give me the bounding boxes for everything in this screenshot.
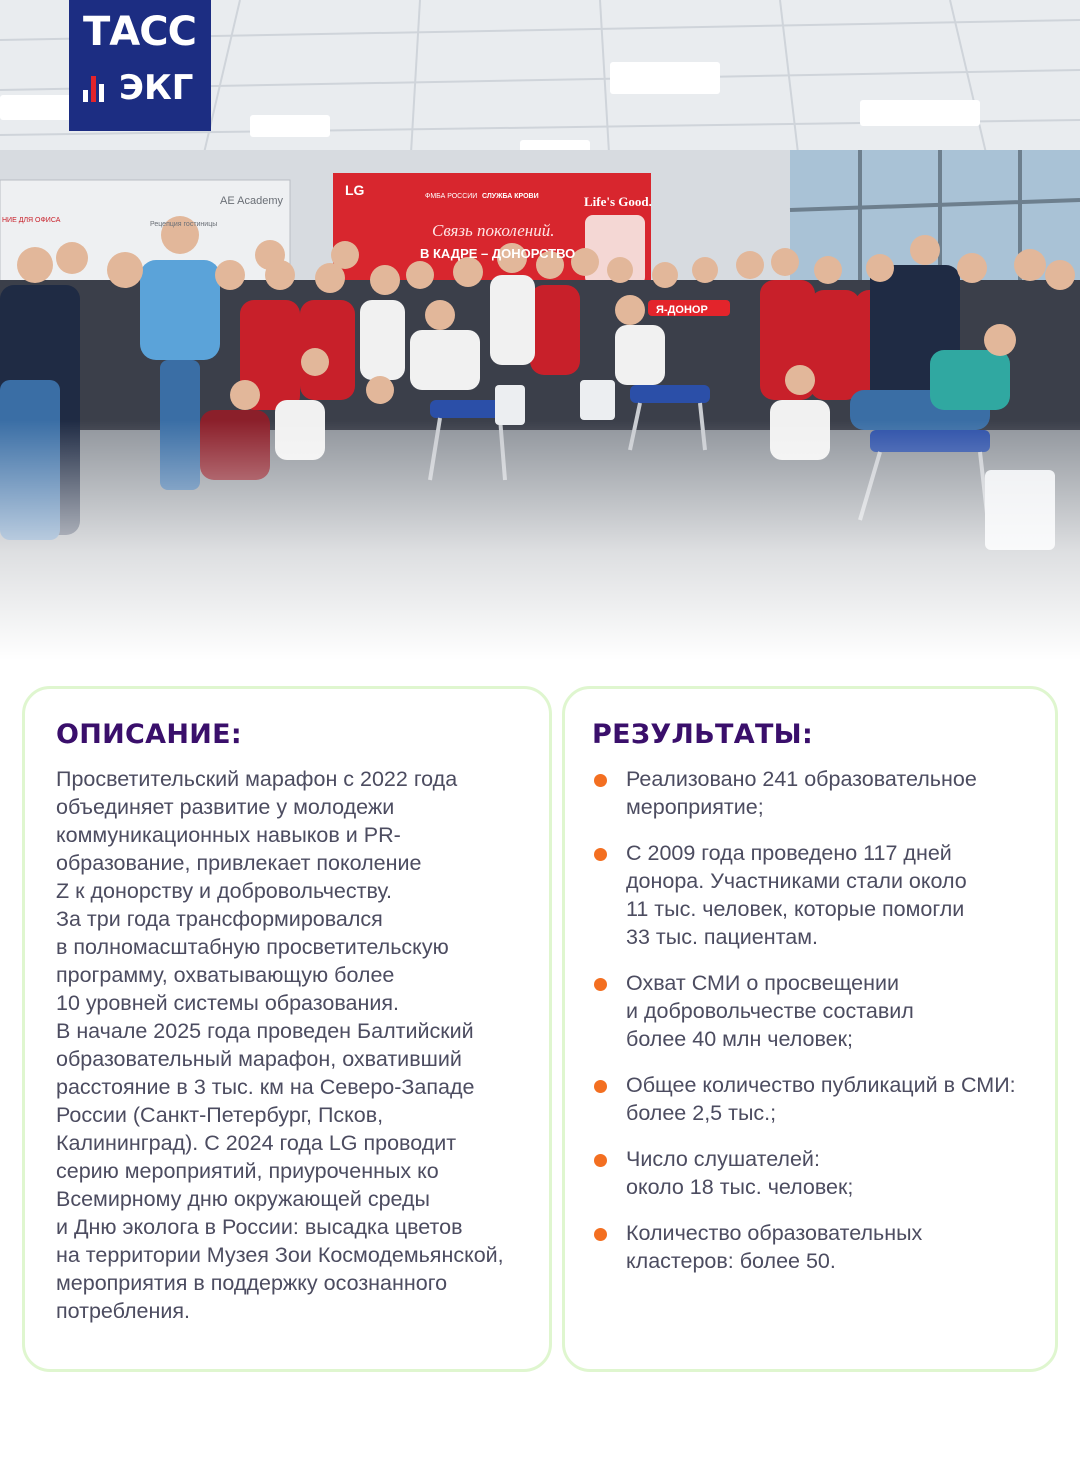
logo-ekg-text: ЭКГ — [119, 68, 194, 108]
results-item-line: 11 тыс. человек, которые помогли — [626, 897, 965, 921]
results-item-line: С 2009 года проведено 117 дней — [626, 841, 952, 865]
results-item-line: Охват СМИ о просвещении — [626, 971, 900, 995]
description-line: коммуникационных навыков и PR- — [56, 823, 401, 847]
description-line: 10 уровней системы образования. — [56, 991, 399, 1015]
banner-brand-left: LG — [345, 182, 365, 198]
results-item-line: более 40 млн человек; — [626, 1027, 853, 1051]
description-line: в полномасштабную просветительскую — [56, 935, 449, 959]
description-line: Z к донорству и добровольчеству. — [56, 879, 393, 903]
results-item-line: мероприятие; — [626, 795, 764, 819]
wall-sign-reception: Рецепция гостиницы — [150, 221, 218, 228]
logo-bars-icon — [83, 76, 113, 102]
scarf-text: Я-ДОНОР — [656, 304, 708, 316]
banner-org-1: ФМБА РОССИИ — [425, 193, 478, 200]
bullet-dot-icon — [594, 848, 607, 861]
bullet-dot-icon — [594, 978, 607, 991]
results-item-line: Реализовано 241 образовательное — [626, 767, 977, 791]
description-line: расстояние в 3 тыс. км на Северо-Западе — [56, 1075, 475, 1099]
description-line: образовательный марафон, охвативший — [56, 1047, 462, 1071]
description-line: мероприятия в поддержку осознанного — [56, 1271, 448, 1295]
wall-sign-academy: AE Academy — [220, 195, 283, 207]
banner-headline: В КАДРЕ – ДОНОРСТВО — [420, 246, 576, 261]
description-line: Калининград). С 2024 года LG проводит — [56, 1131, 457, 1155]
description-line: За три года трансформировался — [56, 907, 383, 931]
results-item-line: около 18 тыс. человек; — [626, 1175, 854, 1199]
bullet-dot-icon — [594, 1080, 607, 1093]
banner-brand-right: Life's Good. — [584, 194, 652, 209]
description-text — [56, 765, 546, 1325]
description-line: России (Санкт-Петербург, Псков, — [56, 1103, 384, 1127]
description-line: программу, охватывающую более — [56, 963, 395, 987]
description-line: образование, привлекает поколение — [56, 851, 422, 875]
description-title: ОПИСАНИЕ: — [56, 719, 242, 750]
banner-script-line: Связь поколений. — [432, 221, 555, 240]
results-item-line: кластеров: более 50. — [626, 1249, 836, 1273]
tass-ekg-logo — [69, 0, 211, 131]
results-item-line: Число слушателей: — [626, 1147, 820, 1171]
description-line: потребления. — [56, 1299, 190, 1323]
logo-tass-text: ТАСС — [83, 9, 196, 55]
description-line: на территории Музея Зои Космодемьянской, — [56, 1243, 504, 1267]
results-item-line: Общее количество публикаций в СМИ: — [626, 1073, 1016, 1097]
bullet-dot-icon — [594, 1228, 607, 1241]
description-line: объединяет развитие у молодежи — [56, 795, 395, 819]
bullet-dot-icon — [594, 774, 607, 787]
description-line: В начале 2025 года проведен Балтийский — [56, 1019, 474, 1043]
wall-sign-office: НИЕ ДЛЯ ОФИСА — [2, 217, 61, 224]
results-item-line: 33 тыс. пациентам. — [626, 925, 818, 949]
results-item-line: Количество образовательных — [626, 1221, 923, 1245]
description-line: серию мероприятий, приуроченных ко — [56, 1159, 439, 1183]
results-item-line: донора. Участниками стали около — [626, 869, 967, 893]
description-card — [22, 686, 552, 1372]
results-card — [562, 686, 1058, 1372]
banner-org-2: СЛУЖБА КРОВИ — [482, 193, 539, 200]
bullet-dot-icon — [594, 1154, 607, 1167]
results-item-line: более 2,5 тыс.; — [626, 1101, 777, 1125]
description-line: Просветительский марафон с 2022 года — [56, 767, 458, 791]
results-title: РЕЗУЛЬТАТЫ: — [592, 719, 814, 750]
description-line: и Дню эколога в России: высадка цветов — [56, 1215, 463, 1239]
description-line: Всемирному дню окружающей среды — [56, 1187, 431, 1211]
photo-fade-overlay — [0, 420, 1080, 660]
results-item-line: и добровольчестве составил — [626, 999, 914, 1023]
